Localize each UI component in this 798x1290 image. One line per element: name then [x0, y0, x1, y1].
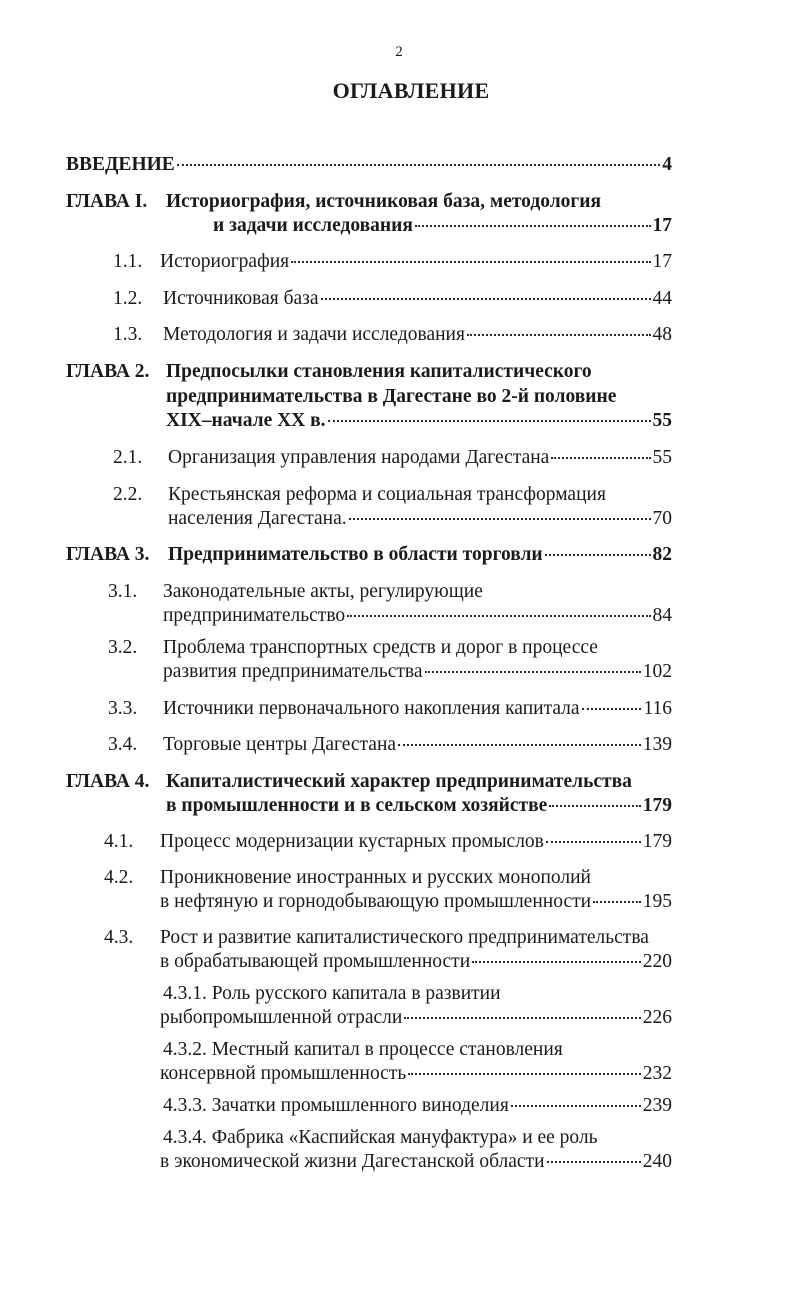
toc-entry-section-2-1[interactable]	[168, 446, 672, 470]
toc-entry-section-4-3-2[interactable]	[160, 1062, 672, 1086]
entry-title-line: 4.3.4. Фабрика «Каспийская мануфактура» и ее роль	[163, 1127, 598, 1148]
entry-title: Организация управления народами Дагестана	[168, 447, 550, 468]
chapter-number: ГЛАВА 4.	[66, 771, 150, 792]
page-number: 2	[395, 44, 403, 60]
toc-entry-section-1-2[interactable]	[163, 287, 672, 311]
toc-entry-section-3-1[interactable]	[163, 604, 672, 628]
entry-page: 116	[643, 698, 672, 719]
dot-leader	[415, 225, 651, 227]
entry-page: 220	[642, 951, 672, 972]
section-number: 2.2.	[113, 484, 143, 505]
dot-leader	[511, 1105, 641, 1107]
toc-entry-section-4-1[interactable]	[160, 830, 672, 854]
toc-entry-introduction[interactable]	[66, 153, 672, 177]
dot-leader	[347, 615, 650, 617]
toc-entry-section-4-2[interactable]	[160, 890, 672, 914]
entry-title-line: развития предпринимательства	[163, 661, 423, 682]
section-number: 4.2.	[104, 867, 134, 888]
entry-page: 179	[642, 831, 672, 852]
entry-title-line: в экономической жизни Дагестанской области	[160, 1151, 545, 1172]
toc-entry-section-4-3-1[interactable]	[160, 1006, 672, 1030]
entry-page: 239	[642, 1095, 672, 1116]
entry-title: Торговые центры Дагестана	[163, 734, 397, 755]
section-number: 3.4.	[108, 734, 138, 755]
entry-title-line: консервной промышленность	[160, 1063, 407, 1084]
chapter-title-line: XIX–начале XX в.	[166, 410, 326, 431]
dot-leader	[398, 744, 641, 746]
entry-page: 44	[652, 288, 672, 309]
page-title: ОГЛАВЛЕНИЕ	[332, 78, 490, 103]
entry-page: 139	[642, 734, 672, 755]
entry-page: 70	[652, 508, 672, 529]
entry-title-line: Проблема транспортных средств и дорог в процессе	[163, 637, 598, 658]
entry-page: 48	[652, 324, 672, 345]
entry-title: ВВЕДЕНИЕ	[66, 154, 175, 175]
chapter-title-line: и задачи исследования	[213, 215, 413, 236]
toc-entry-section-4-3-4[interactable]	[160, 1150, 672, 1174]
entry-page: 240	[642, 1151, 672, 1172]
section-number: 4.3.	[104, 927, 134, 948]
dot-leader	[404, 1017, 640, 1019]
entry-title-line: Проникновение иностранных и русских монополий	[160, 867, 591, 888]
entry-title-line: Рост и развитие капиталистического предпринимательства	[160, 927, 649, 948]
dot-leader	[582, 708, 642, 710]
chapter-title-line: Предпринимательство в области торговли	[168, 544, 543, 565]
dot-leader	[467, 334, 651, 336]
dot-leader	[549, 805, 640, 807]
dot-leader	[546, 841, 641, 843]
dot-leader	[177, 164, 660, 166]
section-number: 4.1.	[104, 831, 134, 852]
chapter-title-line: Капиталистический характер предпринимательства	[166, 771, 632, 792]
dot-leader	[349, 518, 651, 520]
entry-title-line: рыбопромышленной отрасли	[160, 1007, 403, 1028]
entry-title: Источниковая база	[163, 288, 319, 309]
toc-entry-section-3-3[interactable]	[163, 697, 672, 721]
toc-entry-section-1-1[interactable]	[160, 250, 672, 274]
section-number: 1.1.	[113, 251, 143, 272]
toc-entry-section-1-3[interactable]	[163, 323, 672, 347]
entry-title-line: Крестьянская реформа и социальная трансформация	[168, 484, 606, 505]
entry-title-line: населения Дагестана.	[168, 508, 347, 529]
entry-title-line: 4.3.2. Местный капитал в процессе становления	[163, 1039, 563, 1060]
toc-entry-chapter-1[interactable]	[213, 214, 672, 238]
entry-page: 195	[642, 891, 672, 912]
entry-title-line: предпринимательство	[163, 605, 346, 626]
chapter-number: ГЛАВА 3.	[66, 544, 150, 565]
section-number: 1.2.	[113, 288, 143, 309]
dot-leader	[547, 1161, 641, 1163]
chapter-title-line: Предпосылки становления капиталистического	[166, 361, 592, 382]
entry-page: 17	[652, 215, 672, 236]
entry-page: 55	[652, 410, 672, 431]
dot-leader	[321, 298, 651, 300]
toc-entry-section-4-3[interactable]	[160, 950, 672, 974]
toc-entry-section-3-2[interactable]	[163, 660, 672, 684]
chapter-number: ГЛАВА I.	[66, 191, 148, 212]
dot-leader	[328, 420, 651, 422]
entry-title: Методология и задачи исследования	[163, 324, 465, 345]
dot-leader	[472, 961, 641, 963]
entry-page: 55	[652, 447, 672, 468]
dot-leader	[408, 1073, 640, 1075]
dot-leader	[551, 457, 650, 459]
section-number: 3.2.	[108, 637, 138, 658]
toc-entry-section-2-2[interactable]	[168, 507, 672, 531]
entry-title: 4.3.3. Зачатки промышленного виноделия	[163, 1095, 509, 1116]
entry-title: Историография	[160, 251, 290, 272]
chapter-title-line: предпринимательства в Дагестане во 2-й половине	[166, 386, 617, 407]
entry-page: 102	[642, 661, 672, 682]
entry-page: 179	[642, 795, 672, 816]
section-number: 3.3.	[108, 698, 138, 719]
entry-title-line: Законодательные акты, регулирующие	[163, 581, 483, 602]
chapter-number: ГЛАВА 2.	[66, 361, 150, 382]
entry-page: 17	[652, 251, 672, 272]
toc-entry-section-4-3-3[interactable]	[163, 1094, 672, 1118]
section-number: 1.3.	[113, 324, 143, 345]
toc-entry-chapter-4[interactable]	[166, 794, 672, 818]
section-number: 2.1.	[113, 447, 143, 468]
toc-entry-chapter-2[interactable]	[166, 409, 672, 433]
entry-page: 84	[652, 605, 672, 626]
chapter-title-line: в промышленности и в сельском хозяйстве	[166, 795, 548, 816]
entry-title-line: в нефтяную и горнодобывающую промышленности	[160, 891, 592, 912]
entry-title-line: в обрабатывающей промышленности	[160, 951, 471, 972]
entry-title: Процесс модернизации кустарных промыслов	[160, 831, 544, 852]
toc-entry-chapter-3[interactable]	[168, 543, 672, 567]
toc-entry-section-3-4[interactable]	[163, 733, 672, 757]
entry-title: Источники первоначального накопления капитала	[163, 698, 580, 719]
entry-title-line: 4.3.1. Роль русского капитала в развитии	[163, 983, 501, 1004]
entry-page: 226	[642, 1007, 672, 1028]
entry-page: 232	[642, 1063, 672, 1084]
entry-page: 82	[652, 544, 672, 565]
chapter-title-line: Историография, источниковая база, методология	[166, 191, 602, 212]
dot-leader	[545, 554, 651, 556]
dot-leader	[593, 901, 641, 903]
entry-page: 4	[662, 154, 672, 175]
dot-leader	[425, 671, 641, 673]
section-number: 3.1.	[108, 581, 138, 602]
dot-leader	[291, 261, 650, 263]
